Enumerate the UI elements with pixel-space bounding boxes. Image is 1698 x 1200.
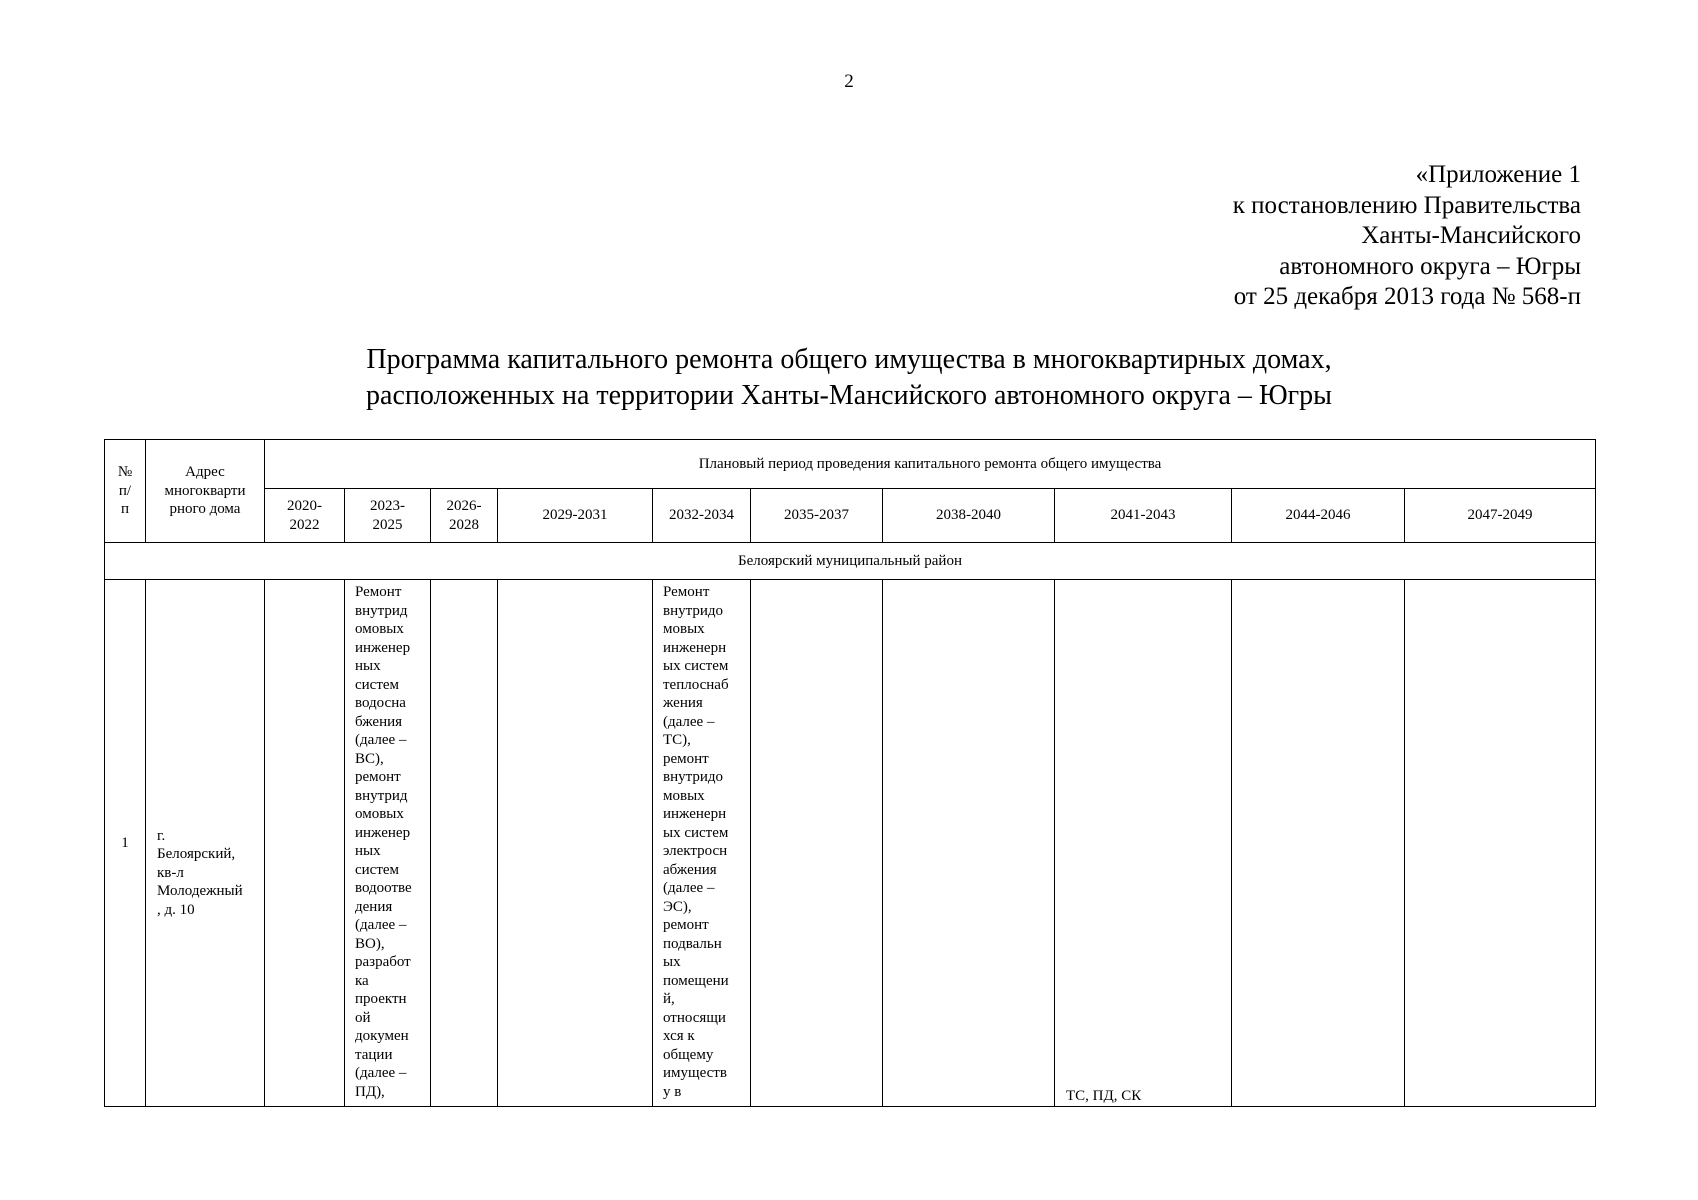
row-number: 1 [105,580,146,1107]
header-period-group: Плановый период проведения капитального ремонта общего имущества [265,440,1596,489]
work-line: жения [663,695,703,711]
appendix-line: «Приложение 1 [1415,161,1581,188]
work-line: ремонт [355,769,401,785]
work-line: (далее – [663,880,715,896]
district-name: Белоярский муниципальный район [105,543,1596,580]
cell-2029-2031 [498,580,653,1107]
work-line: внутридо [663,769,724,785]
work-line: у в [663,1083,682,1100]
work-line: внутридо [663,602,724,619]
header-period: 2029-2031 [498,489,653,543]
work-line: (далее – [355,1065,407,1081]
cell-2047-2049 [1405,580,1596,1107]
work-line: дения [355,898,393,915]
header-period: 2047-2049 [1405,489,1596,543]
header-period: 2041-2043 [1055,489,1232,543]
header-period: 2035-2037 [751,489,883,543]
header-row [105,440,1596,489]
work-line: относящи [663,1009,726,1026]
header-period: 2026- 2028 [431,489,498,543]
row-address: г. Белоярский, кв-л Молодежный , д. 10 [146,580,265,1107]
work-line: теплоснаб [663,676,729,693]
work-line: ых систем [663,824,729,841]
header-periods-row [105,489,1596,543]
work-line: ПД), [355,1083,385,1100]
cell-2020-2022 [265,580,345,1107]
work-line: докумен [355,1028,409,1044]
header-period: 2044-2046 [1232,489,1405,543]
work-line: электросн [663,843,728,859]
document-title [0,342,1698,414]
cell-2038-2040 [883,580,1055,1107]
work-line: (далее – [355,917,407,933]
appendix-heading [1233,160,1581,313]
work-line: ой [355,1009,371,1026]
appendix-line: от 25 декабря 2013 года № 568-п [1233,283,1581,310]
cell-2035-2037 [751,580,883,1107]
works-list-2032-2034 [663,583,750,1103]
work-line: й, [663,991,675,1007]
work-line: инженерн [663,806,727,822]
repair-schedule-table [104,439,1596,1107]
work-line: омовых [355,621,404,637]
header-period: 2032-2034 [653,489,751,543]
cell-2044-2046 [1232,580,1405,1107]
appendix-line: к постановлению Правительства [1232,191,1581,219]
work-line: Ремонт [355,584,402,600]
work-line: (далее – [355,732,407,748]
cell-2023-2025 [345,580,431,1107]
work-line: ВС), [355,750,384,767]
work-line: водосна [355,695,406,711]
work-line: омовых [355,806,404,822]
work-line: разработ [355,954,411,970]
work-line: тации [355,1046,393,1063]
work-line: мовых [663,787,705,804]
document-title-line: Программа капитального ремонта общего имущества в многоквартирных домах, [366,344,1332,375]
appendix-line: Ханты-Мансийского [1361,222,1581,249]
work-line: инженерн [663,639,727,656]
district-row [105,543,1596,580]
work-line: ых систем [663,658,729,674]
work-line: бжения [355,713,403,730]
work-line: ных [355,843,381,859]
work-line: ТС), [663,732,691,748]
document-title-line: расположенных на территории Ханты-Мансийского автономного округа – Югры [366,380,1332,411]
work-line: проектн [355,991,407,1007]
cell-2041-2043: ТС, ПД, СК [1055,580,1232,1107]
work-line: ремонт [663,917,709,933]
work-line: ка [355,972,369,989]
work-line: абжения [663,861,717,878]
cell-2026-2028 [431,580,498,1107]
work-line: внутрид [355,602,408,619]
work-line: общему [663,1046,714,1063]
page-number: 2 [844,71,854,92]
work-line: имуществ [663,1065,727,1081]
work-line: хся к [663,1028,695,1044]
header-number: № п/ п [105,440,146,543]
work-line: ремонт [663,750,709,767]
cell-2032-2034 [653,580,751,1107]
work-line: систем [355,861,400,878]
work-line: инженер [355,639,411,656]
header-address: Адрес многокварти рного дома [146,440,265,543]
works-list-2023-2025 [355,583,430,1103]
work-line: (далее – [663,713,715,730]
header-period: 2020- 2022 [265,489,345,543]
work-line: ЭС), [663,898,692,915]
header-period: 2038-2040 [883,489,1055,543]
work-line: ных [355,658,381,674]
work-line: помещени [663,972,729,989]
work-line: водоотве [355,880,412,896]
work-line: Ремонт [663,584,710,600]
work-line: подвальн [663,935,722,952]
work-line: внутрид [355,787,408,804]
appendix-line: автономного округа – Югры [1279,252,1581,280]
work-line: систем [355,676,400,693]
header-period: 2023- 2025 [345,489,431,543]
work-line: ых [663,954,681,970]
work-line: мовых [663,621,705,637]
table-row [105,580,1596,1107]
work-line: ВО), [355,935,385,952]
work-line: инженер [355,824,411,841]
